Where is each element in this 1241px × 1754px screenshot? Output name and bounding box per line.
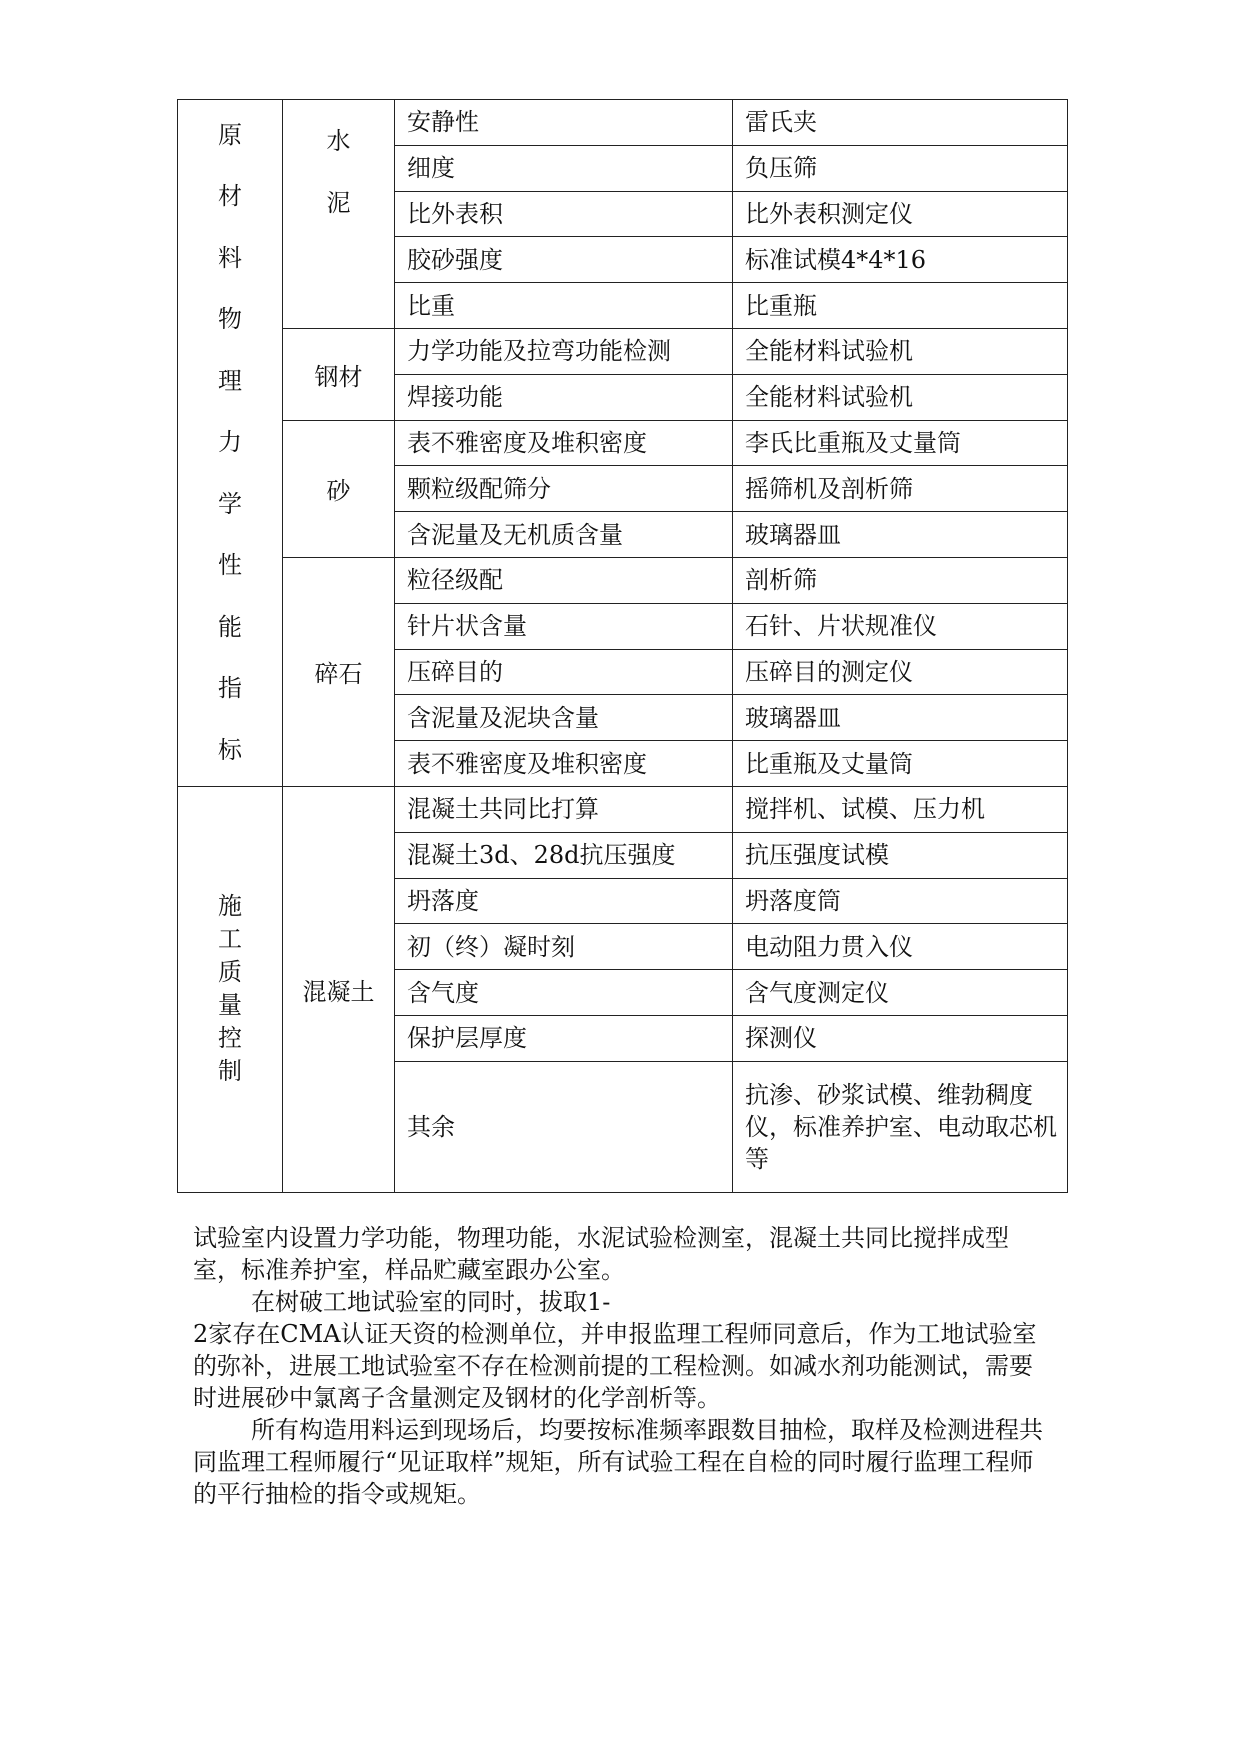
- test-item: 安静性: [395, 100, 733, 146]
- test-equipment: 比重瓶: [733, 283, 1068, 329]
- paragraph-third-party-line1: 在树破工地试验室的同时，拔取1-: [251, 1288, 611, 1316]
- test-item: 其余: [395, 1061, 733, 1192]
- paragraph-lab-setup: 试验室内设置力学功能，物理功能，水泥试验检测室，混凝土共同比搅拌成型室，标准养护室，样品贮藏室跟办公室。: [193, 1224, 1009, 1284]
- category-char: 物: [218, 305, 242, 334]
- test-equipment: 含气度测定仪: [733, 970, 1068, 1016]
- test-item: 比重: [395, 283, 733, 329]
- test-equipment: 负压筛: [733, 145, 1068, 191]
- category-char: 原: [218, 120, 242, 149]
- test-equipment: 玻璃器皿: [733, 512, 1068, 558]
- category-char: 标: [218, 735, 242, 764]
- test-equipment: 雷氏夹: [733, 100, 1068, 146]
- test-item: 含泥量及泥块含量: [395, 695, 733, 741]
- material-steel: 钢材: [283, 328, 395, 420]
- paragraph-sampling: 所有构造用料运到现场后，均要按标准频率跟数目抽检，取样及检测进程共同监理工程师履行“见证取样”规矩，所有试验工程在自检的同时履行监理工程师的平行抽检的指令或规矩。: [193, 1416, 1043, 1508]
- test-equipment: 李氏比重瓶及丈量筒: [733, 420, 1068, 466]
- test-item: 粒径级配: [395, 557, 733, 603]
- category-char: 力: [218, 428, 242, 457]
- test-item: 初（终）凝时刻: [395, 924, 733, 970]
- category-char: 工: [218, 925, 242, 954]
- testing-table: [177, 99, 1068, 1193]
- test-equipment: 压碎目的测定仪: [733, 649, 1068, 695]
- test-item: 含泥量及无机质含量: [395, 512, 733, 558]
- category-char: 控: [218, 1024, 242, 1053]
- test-equipment: 抗压强度试模: [733, 832, 1068, 878]
- category-char: 制: [218, 1057, 242, 1086]
- test-equipment: 剖析筛: [733, 557, 1068, 603]
- category-char: 能: [218, 612, 242, 641]
- test-equipment: 全能材料试验机: [733, 374, 1068, 420]
- category-char: 料: [218, 243, 242, 272]
- test-item: 胶砂强度: [395, 237, 733, 283]
- category-char: 指: [218, 674, 242, 703]
- material-char: 泥: [326, 189, 351, 217]
- body-text: [193, 1222, 1053, 1510]
- test-item: 含气度: [395, 970, 733, 1016]
- category-char: 性: [218, 551, 242, 580]
- category-construction-quality-control: [178, 786, 283, 1192]
- test-item: 比外表积: [395, 191, 733, 237]
- test-equipment: 电动阻力贯入仪: [733, 924, 1068, 970]
- test-equipment: 抗渗、砂浆试模、维勃稠度仪，标准养护室、电动取芯机等: [733, 1061, 1068, 1192]
- test-equipment: 摇筛机及剖析筛: [733, 466, 1068, 512]
- test-equipment: 坍落度筒: [733, 878, 1068, 924]
- test-item: 保护层厚度: [395, 1015, 733, 1061]
- test-item: 针片状含量: [395, 603, 733, 649]
- test-item: 表不雅密度及堆积密度: [395, 741, 733, 787]
- material-cement: [283, 100, 395, 329]
- test-equipment: 比重瓶及丈量筒: [733, 741, 1068, 787]
- test-equipment: 比外表积测定仪: [733, 191, 1068, 237]
- test-item: 坍落度: [395, 878, 733, 924]
- test-item: 颗粒级配筛分: [395, 466, 733, 512]
- material-concrete: 混凝土: [283, 786, 395, 1192]
- material-gravel: 碎石: [283, 557, 395, 786]
- test-equipment: 搅拌机、试模、压力机: [733, 786, 1068, 832]
- material-sand: 砂: [283, 420, 395, 557]
- category-char: 质: [218, 958, 242, 987]
- category-char: 学: [218, 489, 242, 518]
- test-item: 混凝土共同比打算: [395, 786, 733, 832]
- category-raw-material-properties: [178, 100, 283, 787]
- test-item: 混凝土3d、28d抗压强度: [395, 832, 733, 878]
- test-item: 表不雅密度及堆积密度: [395, 420, 733, 466]
- category-char: 理: [218, 366, 242, 395]
- test-equipment: 石针、片状规准仪: [733, 603, 1068, 649]
- category-char: 施: [218, 892, 242, 921]
- test-item: 焊接功能: [395, 374, 733, 420]
- test-item: 细度: [395, 145, 733, 191]
- test-item: 压碎目的: [395, 649, 733, 695]
- category-char: 材: [218, 182, 242, 211]
- test-equipment: 探测仪: [733, 1015, 1068, 1061]
- test-equipment: 全能材料试验机: [733, 328, 1068, 374]
- test-item: 力学功能及拉弯功能检测: [395, 328, 733, 374]
- material-char: 水: [326, 127, 351, 155]
- test-equipment: 标准试模4*4*16: [733, 237, 1068, 283]
- paragraph-third-party-line2: 2家存在CMA认证天资的检测单位，并申报监理工程师同意后，作为工地试验室的弥补，进展工地试验室不存在检测前提的工程检测。如减水剂功能测试，需要时进展砂中氯离子含量测定及钢材的化学剖析等。: [193, 1320, 1037, 1412]
- category-char: 量: [218, 991, 242, 1020]
- test-equipment: 玻璃器皿: [733, 695, 1068, 741]
